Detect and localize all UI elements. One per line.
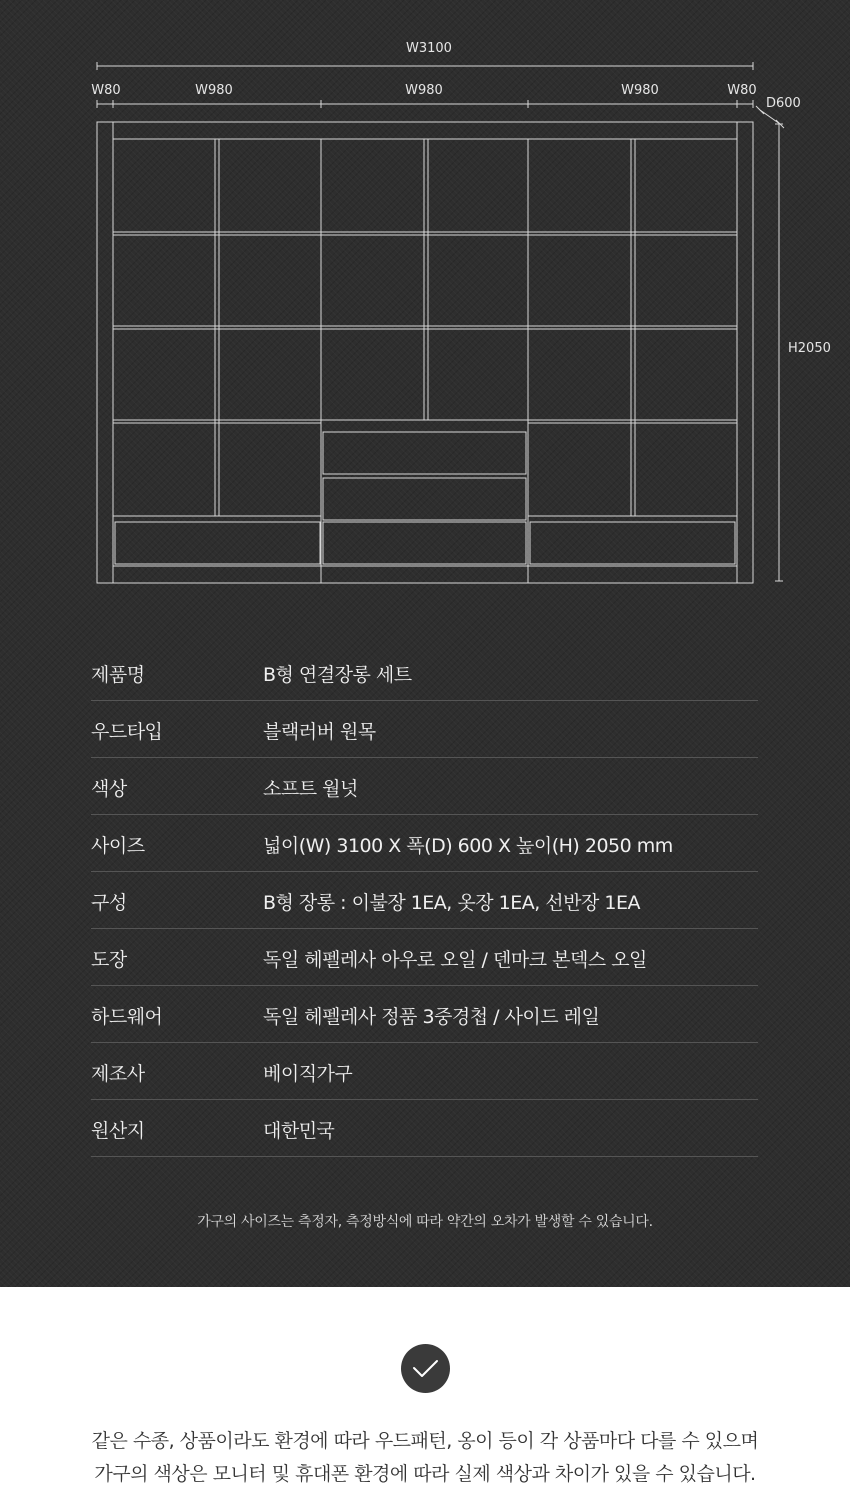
spec-row bbox=[91, 929, 758, 986]
spec-row bbox=[91, 1043, 758, 1100]
spec-value: B형 연결장롱 세트 bbox=[263, 664, 412, 686]
spec-value: 독일 헤펠레사 정품 3중경첩 / 사이드 레일 bbox=[263, 1006, 600, 1028]
width-label: W980 bbox=[621, 83, 659, 98]
spec-value: 독일 헤펠레사 아우로 오일 / 덴마크 본덱스 오일 bbox=[263, 949, 647, 971]
spec-row bbox=[91, 701, 758, 758]
spec-label: 원산지 bbox=[91, 1120, 145, 1142]
spec-label: 제품명 bbox=[91, 664, 145, 686]
wardrobe-dimension-drawing bbox=[0, 0, 850, 600]
spec-value: 넓이(W) 3100 X 폭(D) 600 X 높이(H) 2050 mm bbox=[263, 835, 673, 857]
spec-row bbox=[91, 872, 758, 929]
notice-line: 같은 수종, 상품이라도 환경에 따라 우드패턴, 옹이 등이 각 상품마다 다를 수 있으며 bbox=[91, 1430, 759, 1452]
width-label: W80 bbox=[91, 83, 121, 98]
spec-label: 우드타입 bbox=[91, 721, 163, 743]
width-label: W80 bbox=[727, 83, 757, 98]
spec-value: 베이직가구 bbox=[263, 1063, 353, 1085]
width-label: W980 bbox=[195, 83, 233, 98]
spec-row bbox=[91, 1100, 758, 1157]
check-icon bbox=[401, 1344, 450, 1393]
spec-value: B형 장롱 : 이불장 1EA, 옷장 1EA, 선반장 1EA bbox=[263, 892, 640, 914]
spec-label: 구성 bbox=[91, 892, 127, 914]
spec-label: 하드웨어 bbox=[91, 1006, 163, 1028]
notice-line: 가구의 색상은 모니터 및 휴대폰 환경에 따라 실제 색상과 차이가 있을 수 있습니다. bbox=[94, 1463, 756, 1485]
spec-label: 색상 bbox=[91, 778, 127, 800]
spec-value: 소프트 월넛 bbox=[263, 778, 358, 800]
color-notice bbox=[0, 1425, 850, 1491]
total-width-label: W3100 bbox=[406, 41, 452, 56]
spec-row bbox=[91, 815, 758, 872]
spec-label: 제조사 bbox=[91, 1063, 145, 1085]
spec-row bbox=[91, 758, 758, 815]
spec-label: 사이즈 bbox=[91, 835, 145, 857]
spec-row bbox=[91, 986, 758, 1043]
spec-value: 블랙러버 원목 bbox=[263, 721, 376, 743]
spec-label: 도장 bbox=[91, 949, 127, 971]
spec-table bbox=[91, 644, 758, 1157]
width-label: W980 bbox=[405, 83, 443, 98]
spec-row bbox=[91, 644, 758, 701]
spec-value: 대한민국 bbox=[263, 1120, 335, 1142]
height-label: H2050 bbox=[788, 341, 831, 356]
size-note: 가구의 사이즈는 측정자, 측정방식에 따라 약간의 오차가 발생할 수 있습니다. bbox=[197, 1214, 653, 1230]
depth-label: D600 bbox=[766, 96, 801, 111]
